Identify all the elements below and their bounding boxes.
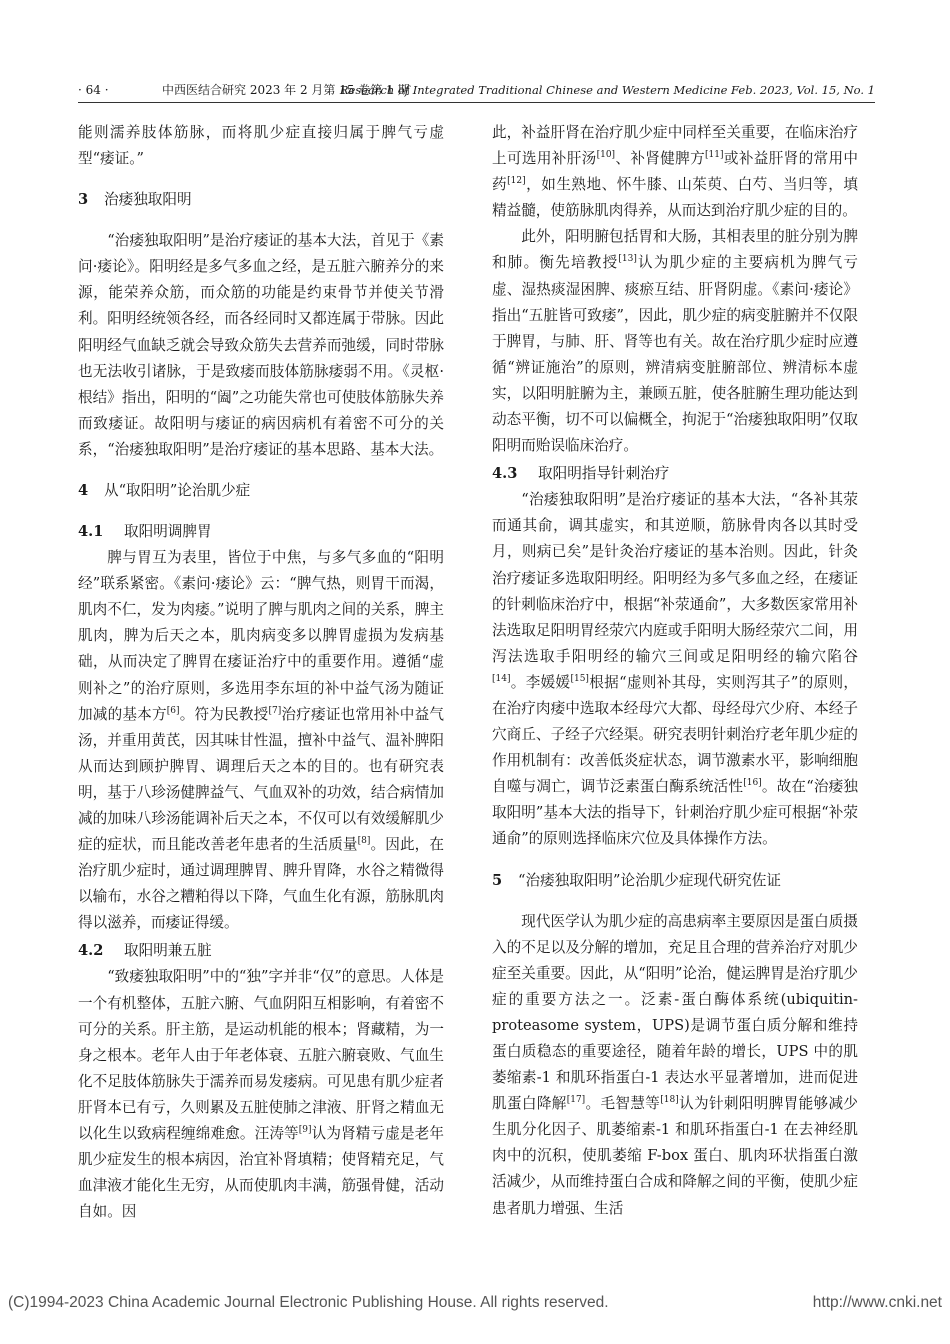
section-number: 4.2 (78, 942, 104, 960)
text: 。符为民教授 (179, 705, 269, 723)
text: 认为针刺阳明脾胃能够减少生肌分化因子、肌萎缩素-1 和肌环指蛋白-1 在去神经肌肉中的沉积，使肌萎缩 F-box 蛋白、肌肉环状指蛋白激活减少，从而维持蛋白合成和降解之间的平衡，使肌少症患者肌力增强、生活 (492, 1095, 858, 1217)
section-number: 4 (78, 482, 89, 500)
paragraph (78, 545, 444, 936)
section-heading-5 (492, 868, 858, 894)
section-number: 4.3 (492, 465, 518, 483)
section-title: 从“取阳明”论治肌少症 (104, 482, 251, 500)
journal-info-en: Research of Integrated Traditional Chinese and Western Medicine Feb. 2023, Vol. 15, No. 1 (339, 83, 875, 97)
text: 。毛智慧等 (585, 1095, 661, 1113)
copyright-footer (8, 1294, 942, 1320)
citation: [15] (570, 673, 589, 684)
citation: [14] (492, 673, 511, 684)
section-title: 取阳明指导针刺治疗 (538, 465, 670, 483)
citation: [13] (618, 254, 637, 265)
subsection-heading-4-1 (78, 519, 444, 545)
citation: [11] (705, 150, 724, 161)
text: 认为肾精亏虚是老年肌少症发生的根本病因，治宜补肾填精；使肾精充足，气血津液才能化生无穷，从而使肌肉丰满，筋强骨健，活动自如。因 (78, 1125, 444, 1221)
left-column (78, 120, 444, 1225)
text: “致痿独取阳明”中的“独”字并非“仅”的意思。人体是一个有机整体，五脏六腑、气血阴阳互相影响，有着密不可分的关系。肝主筋，是运动机能的根本；肾藏精，为一身之根本。老年人由于年老体衰、五脏六腑衰败、气血生化不足肢体筋脉失于濡养而易发痿病。可见患有肌少症者肝肾本已有亏，久则累及五脏使肺之津液、肝肾之精血无以化生以致病程缠绵难愈。汪涛等 (78, 968, 444, 1142)
running-header (78, 80, 875, 103)
section-heading-3 (78, 187, 444, 213)
cnki-url[interactable]: http://www.cnki.net (812, 1294, 942, 1311)
section-title: “治痿独取阳明”论治肌少症现代研究佐证 (518, 871, 782, 889)
text: 。因此，在治疗肌少症时，通过调理脾胃、脾升胃降，水谷之精微得以输布，水谷之糟粕得以下降，气血生化有源，筋脉肌肉得以滋养，而痿证得缓。 (78, 836, 444, 932)
section-heading-4 (78, 478, 444, 504)
paragraph (492, 120, 858, 224)
citation: [16] (743, 778, 762, 789)
citation: [9] (298, 1125, 312, 1135)
text: 此外，阳明腑包括胃和大肠，其相表里的脏分别为脾和肺。衡先培教授 (492, 228, 858, 272)
section-title: 取阳明兼五脏 (124, 942, 212, 960)
paragraph (78, 964, 444, 1225)
text: 现代医学认为肌少症的高患病率主要原因是蛋白质摄入的不足以及分解的增加，充足且合理的营养治疗对肌少症至关重要。因此，从“阳明”论治，健运脾胃是治疗肌少症的重要方法之一。泛素-蛋白酶体系统(ubiquitin-proteasome system，UPS)是调节蛋白质分解和维持蛋白质稳态的重要途径，随着年龄的增长，UPS 中的肌萎缩素-1 和肌环指蛋白-1 表达水平显著增加，进而促进肌蛋白降解 (492, 912, 858, 1113)
subsection-heading-4-3 (492, 461, 858, 487)
subsection-heading-4-2 (78, 938, 444, 964)
paragraph: “治痿独取阳明”是治疗痿证的基本大法，首见于《素问·痿论》。阳明经是多气多血之经，是五脏六腑养分的来源，能荣养众筋，而众筋的功能是约束骨节并使关节滑利。阳明经统领各经，而各经同时又都连属于带脉。因此阳明经气血缺乏就会导致众筋失去营养而弛缓，同时带脉也无法收引诸脉，于是致痿而肢体筋脉痿弱不用。《灵枢·根结》指出，阳明的“阖”之功能失常也可使肢体筋脉失养而致痿证。故阳明与痿证的病因病机有着密不可分的关系，“治痿独取阳明”是治疗痿证的基本思路、基本大法。 (78, 232, 444, 458)
copyright-text: (C)1994-2023 China Academic Journal Electronic Publishing House. All rights reserved. (8, 1294, 609, 1311)
page-number: · 64 · (78, 83, 109, 97)
text: 或补益肝肾的常用中药 (492, 150, 858, 194)
text: 。故在“治痿独取阳明”基本大法的指导下，针刺治疗肌少症可根据“补荥通俞”的原则选择临床穴位及具体操作方法。 (492, 778, 858, 848)
text: 。李媛媛 (510, 673, 571, 691)
citation: [6] (166, 705, 180, 716)
section-title: 治痿独取阳明 (104, 191, 192, 209)
section-number: 3 (78, 191, 89, 209)
paragraph (492, 909, 858, 1222)
text: 脾与胃互为表里，皆位于中焦，与多气多血的“阳明经”联系紧密。《素问·痿论》云：“脾气热，则胃干而渴，肌肉不仁，发为肉痿。”说明了脾与肌肉之间的关系，脾主肌肉，脾为后天之本，肌肉病变多以脾胃虚损为发病基础，从而决定了脾胃在痿证治疗中的重要作用。遵循“虚则补之”的治疗原则，多选用李东垣的补中益气汤为随证加减的基本方 (78, 549, 444, 723)
text: “治痿独取阳明”是治疗痿证的基本大法，“各补其荥而通其俞，调其虚实，和其逆顺，筋脉骨肉各以其时受月，则病已矣”是针灸治疗痿证的基本治则。因此，针灸治疗痿证多选取阳明经。阳明经为多气多血之经，在痿证的针刺临床治疗中，根据“补荥通俞”，大多数医家常用补法选取足阳明胃经荥穴内庭或手阳明大肠经荥穴二间，用泻法选取手阳明经的输穴三间或足阳明经的输穴陷谷 (492, 491, 858, 665)
citation: [10] (596, 150, 616, 161)
paragraph: 能则濡养肢体筋脉，而将肌少症直接归属于脾气亏虚型“痿证。” (78, 124, 444, 168)
citation: [8] (357, 836, 371, 847)
journal-info-cn: 中西医结合研究 2023 年 2 月第 15 卷第 1 期 (162, 83, 410, 97)
paragraph (492, 224, 858, 459)
citation: [17] (566, 1095, 586, 1106)
section-number: 4.1 (78, 523, 104, 541)
paragraph (492, 487, 858, 852)
text: 此，补益肝肾在治疗肌少症中同样至关重要，在临床治疗上可选用补肝汤 (492, 124, 858, 168)
citation: [12] (507, 176, 526, 187)
text: 、补肾健脾方 (615, 150, 706, 168)
citation: [7] (268, 705, 282, 716)
text: 根据“虚则补其母，实则泻其子”的原则，在治疗肉痿中选取本经母穴大都、母经母穴少府、本经子穴商丘、子经子穴经渠。研究表明针刺治疗老年肌少症的作用机制有：改善低炎症状态，调节激素水平，影响细胞自噬与凋亡，调节泛素蛋白酶系统活性 (492, 673, 858, 796)
text: 认为肌少症的主要病机为脾气亏虚、湿热痰湿困脾、痰瘀互结、肝肾阴虚。《素问·痿论》指出“五脏皆可致痿”，因此，肌少症的病变脏腑并不仅限于脾胃，与肺、肝、肾等也有关。故在治疗肌少症时应遵循“辨证施治”的原则，辨清病变脏腑部位、辨清标本虚实，以阳明脏腑为主，兼顾五脏，使各脏腑生理功能达到动态平衡，切不可以偏概全，拘泥于“治痿独取阳明”仅取阳明而贻误临床治疗。 (492, 254, 858, 455)
text: ，如生熟地、怀牛膝、山茱萸、白芍、当归等，填精益髓，使筋脉肌肉得养，从而达到治疗肌少症的目的。 (492, 176, 858, 220)
section-number: 5 (492, 871, 503, 889)
text: 治疗痿证也常用补中益气汤，并重用黄芪，因其味甘性温，擅补中益气、温补脾阳从而达到顾护脾胃、调理后天之本的目的。也有研究表明，基于八珍汤健脾益气、气血双补的功效，结合病情加减的加味八珍汤能调补后天之本，不仅可以有效缓解肌少症的症状，而且能改善老年患者的生活质量 (78, 705, 444, 854)
citation: [18] (660, 1095, 679, 1106)
right-column (492, 120, 858, 1222)
section-title: 取阳明调脾胃 (124, 523, 212, 541)
